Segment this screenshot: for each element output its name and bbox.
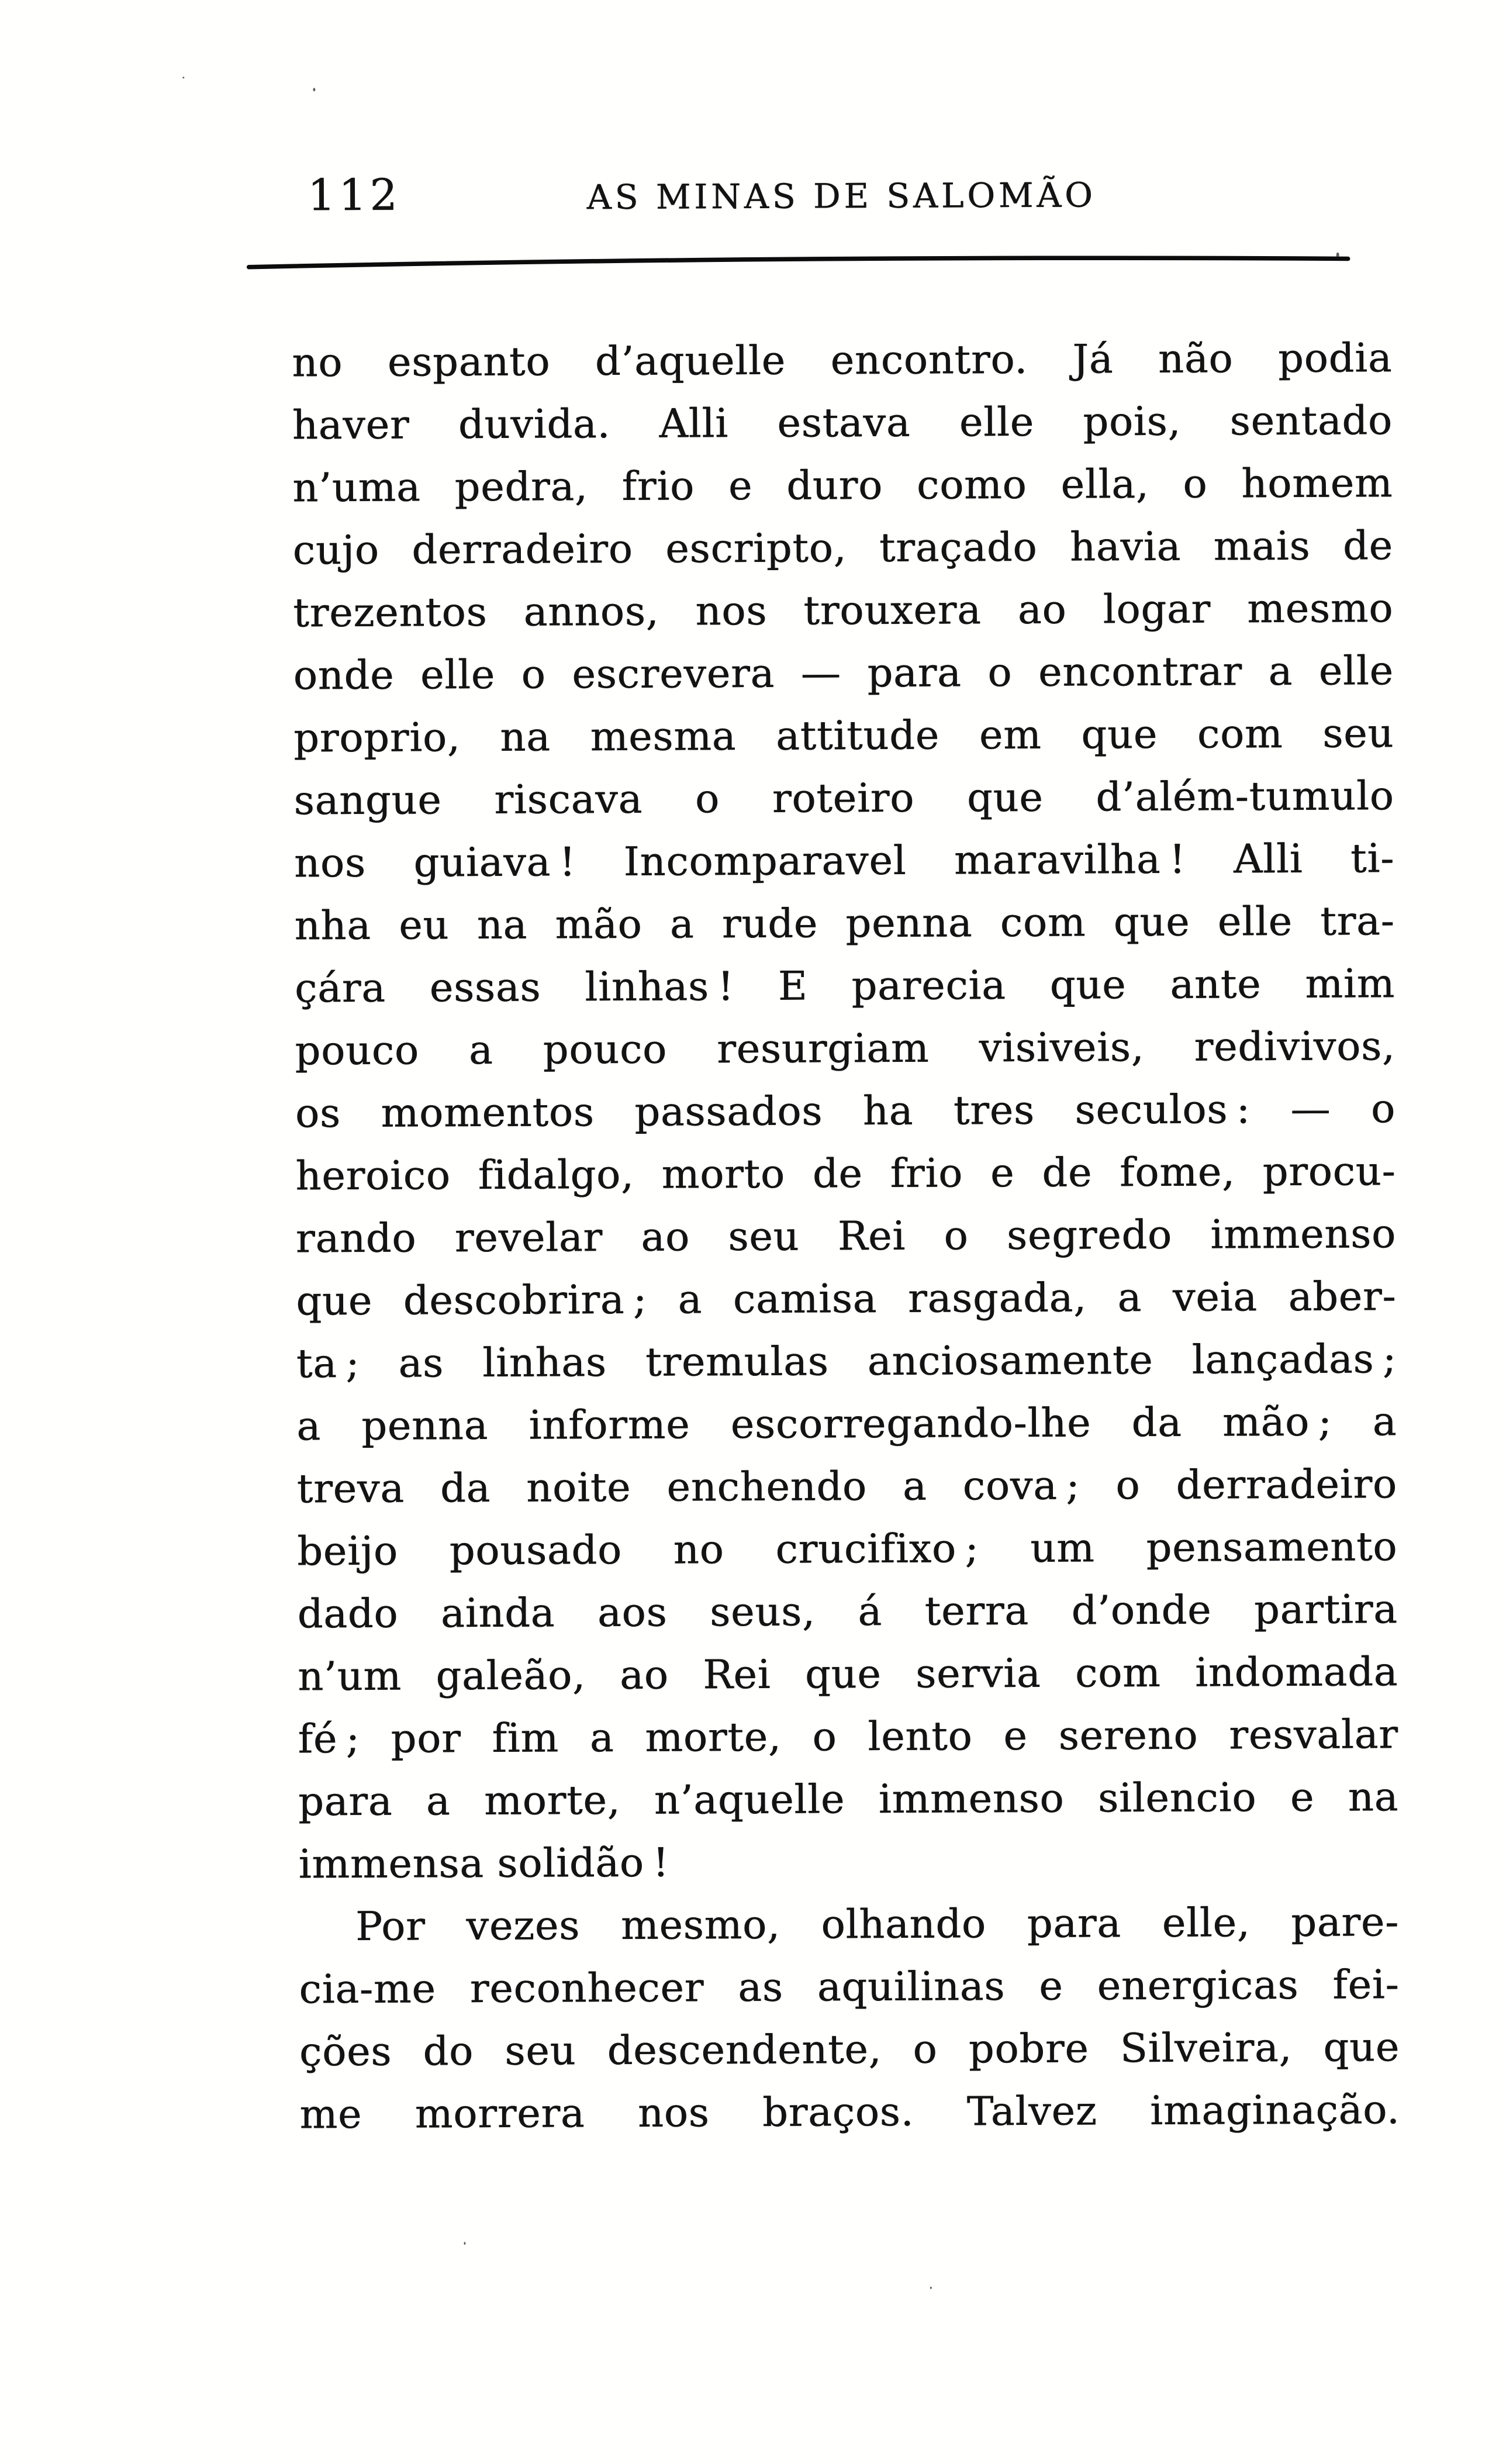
text-line: dado ainda aos seus, á terra d’onde partira xyxy=(297,1586,1398,1638)
text-line: cujo derradeiro escripto, traçado havia mais de xyxy=(292,523,1393,574)
text-line: me morrera nos braços. Talvez imaginação. xyxy=(299,2087,1400,2138)
text-line: heroico fidalgo, morto de frio e de fome, procu- xyxy=(295,1148,1396,1200)
scan-speck xyxy=(464,2242,465,2245)
scan-speck xyxy=(182,77,184,78)
scan-speck xyxy=(313,88,315,91)
text-line: cia-me reconhecer as aquilinas e energicas fei- xyxy=(299,1962,1400,2013)
text-line: beijo pousado no crucifixo ; um pensamento xyxy=(297,1524,1398,1575)
text-block xyxy=(292,327,1400,2146)
text-line: immensa solidão ! xyxy=(298,1840,669,1888)
text-line: çára essas linhas ! E parecia que ante mim xyxy=(294,961,1396,1012)
text-line: nos guiava ! Incomparavel maravilha ! Alli ti- xyxy=(293,836,1395,887)
text-line: a penna informe escorregando-lhe da mão ; a xyxy=(296,1399,1397,1450)
text-line: pouco a pouco resurgiam visiveis, redivivos, xyxy=(295,1023,1396,1075)
text-line: n’um galeão, ao Rei que servia com indomada xyxy=(298,1649,1398,1700)
paragraph xyxy=(292,327,1399,1896)
text-line: ções do seu descendente, o pobre Silveira, que xyxy=(299,2024,1400,2076)
text-line: n’uma pedra, frio e duro como ella, o homem xyxy=(292,460,1393,512)
text-line: treva da noite enchendo a cova ; o derradeiro xyxy=(296,1461,1397,1513)
text-line: onde elle o escrevera — para o encontrar a elle xyxy=(293,648,1394,699)
page-number: 112 xyxy=(307,170,401,221)
header-rule xyxy=(247,254,1350,271)
text-line: fé ; por fim a morte, o lento e sereno resvalar xyxy=(298,1711,1398,1763)
text-line: no espanto d’aquelle encontro. Já não podia xyxy=(292,335,1393,386)
text-line: proprio, na mesma attitude em que com seu xyxy=(293,710,1394,762)
text-line: para a morte, n’aquelle immenso silencio e na xyxy=(298,1774,1399,1825)
text-line: rando revelar ao seu Rei o segredo immenso xyxy=(295,1211,1397,1262)
text-line: os momentos passados ha tres seculos : — o xyxy=(295,1086,1396,1137)
scan-speck xyxy=(930,2287,932,2289)
text-line: haver duvida. Alli estava elle pois, sentado xyxy=(292,398,1393,449)
text-line: ta ; as linhas tremulas anciosamente lançadas ; xyxy=(296,1336,1397,1388)
text-line: Por vezes mesmo, olhando para elle, pare- xyxy=(355,1899,1400,1950)
text-line: sangue riscava o roteiro que d’além-tumulo xyxy=(293,773,1394,824)
running-title: AS MINAS DE SALOMÃO xyxy=(586,175,1096,218)
scan-speck xyxy=(1336,253,1339,258)
paragraph xyxy=(299,1891,1400,2146)
text-line: nha eu na mão a rude penna com que elle tra- xyxy=(294,898,1395,950)
text-line: trezentos annos, nos trouxera ao logar mesmo xyxy=(293,585,1394,637)
text-line: que descobrira ; a camisa rasgada, a veia aber- xyxy=(296,1274,1397,1325)
